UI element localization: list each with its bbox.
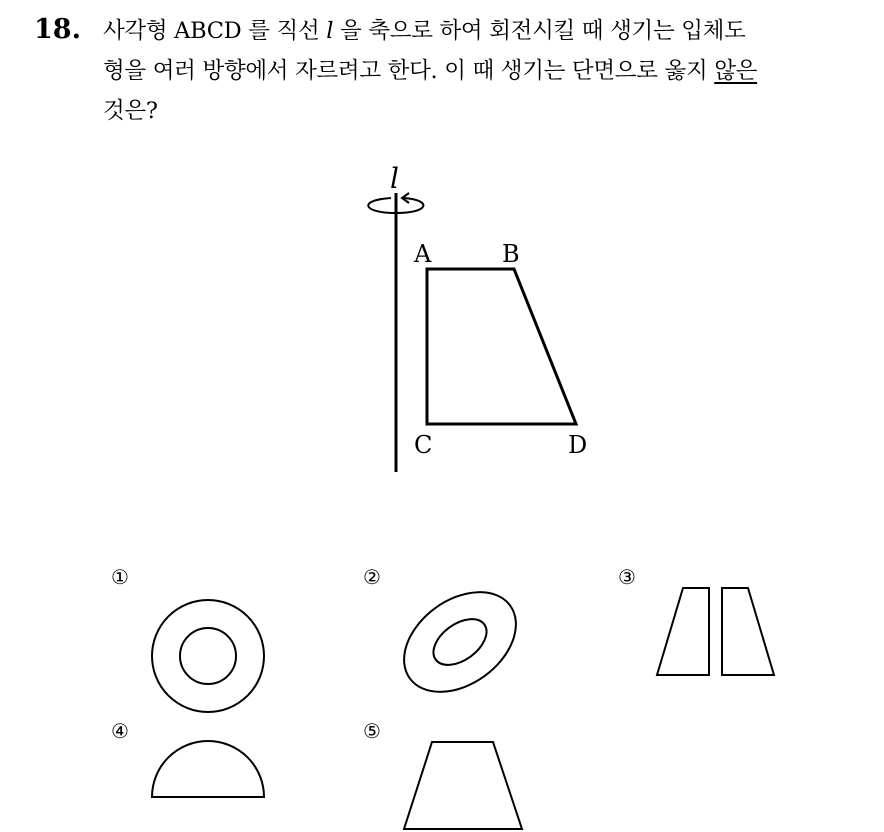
underlined-word: 않은	[714, 58, 758, 84]
main-figure	[368, 162, 587, 472]
question-line-1-start: 사각형 ABCD 를 직선	[103, 18, 327, 44]
option-4-marker: ④	[111, 719, 129, 743]
inner-ellipse	[425, 610, 495, 674]
option-2[interactable]	[363, 565, 535, 712]
option-5-shape	[404, 742, 522, 829]
axis-variable: l	[326, 18, 334, 44]
option-2-shape	[385, 572, 535, 713]
question-line-1-end: 을 축으로 하여 회전시킬 때 생기는 입체도	[333, 18, 746, 44]
axis-label: l	[390, 162, 399, 195]
outer-ellipse	[385, 572, 535, 713]
vertex-a-label: A	[414, 240, 432, 268]
left-trapezoid	[657, 588, 709, 675]
question-line-2-start: 형을 여러 방향에서 자르려고 한다. 이 때 생기는 단면으로 옳지	[103, 58, 715, 84]
option-3-shape	[657, 588, 774, 675]
option-5[interactable]	[363, 719, 522, 829]
option-4[interactable]	[111, 719, 264, 797]
option-1[interactable]	[111, 565, 264, 712]
option-3[interactable]	[618, 565, 774, 675]
option-5-marker: ⑤	[363, 719, 381, 743]
vertex-c-label: C	[414, 431, 433, 459]
question-number: 18.	[34, 14, 81, 45]
question-line-3: 것은?	[103, 98, 158, 124]
option-2-marker: ②	[363, 565, 381, 589]
option-1-marker: ①	[111, 565, 129, 589]
vertex-b-label: B	[502, 240, 520, 268]
right-trapezoid	[722, 588, 774, 675]
vertex-d-label: D	[568, 431, 588, 459]
option-1-shape	[152, 600, 264, 712]
outer-circle	[152, 600, 264, 712]
inner-circle	[180, 628, 236, 684]
option-3-marker: ③	[618, 565, 636, 589]
quadrilateral-abcd	[427, 269, 576, 424]
option-4-shape	[152, 741, 264, 797]
